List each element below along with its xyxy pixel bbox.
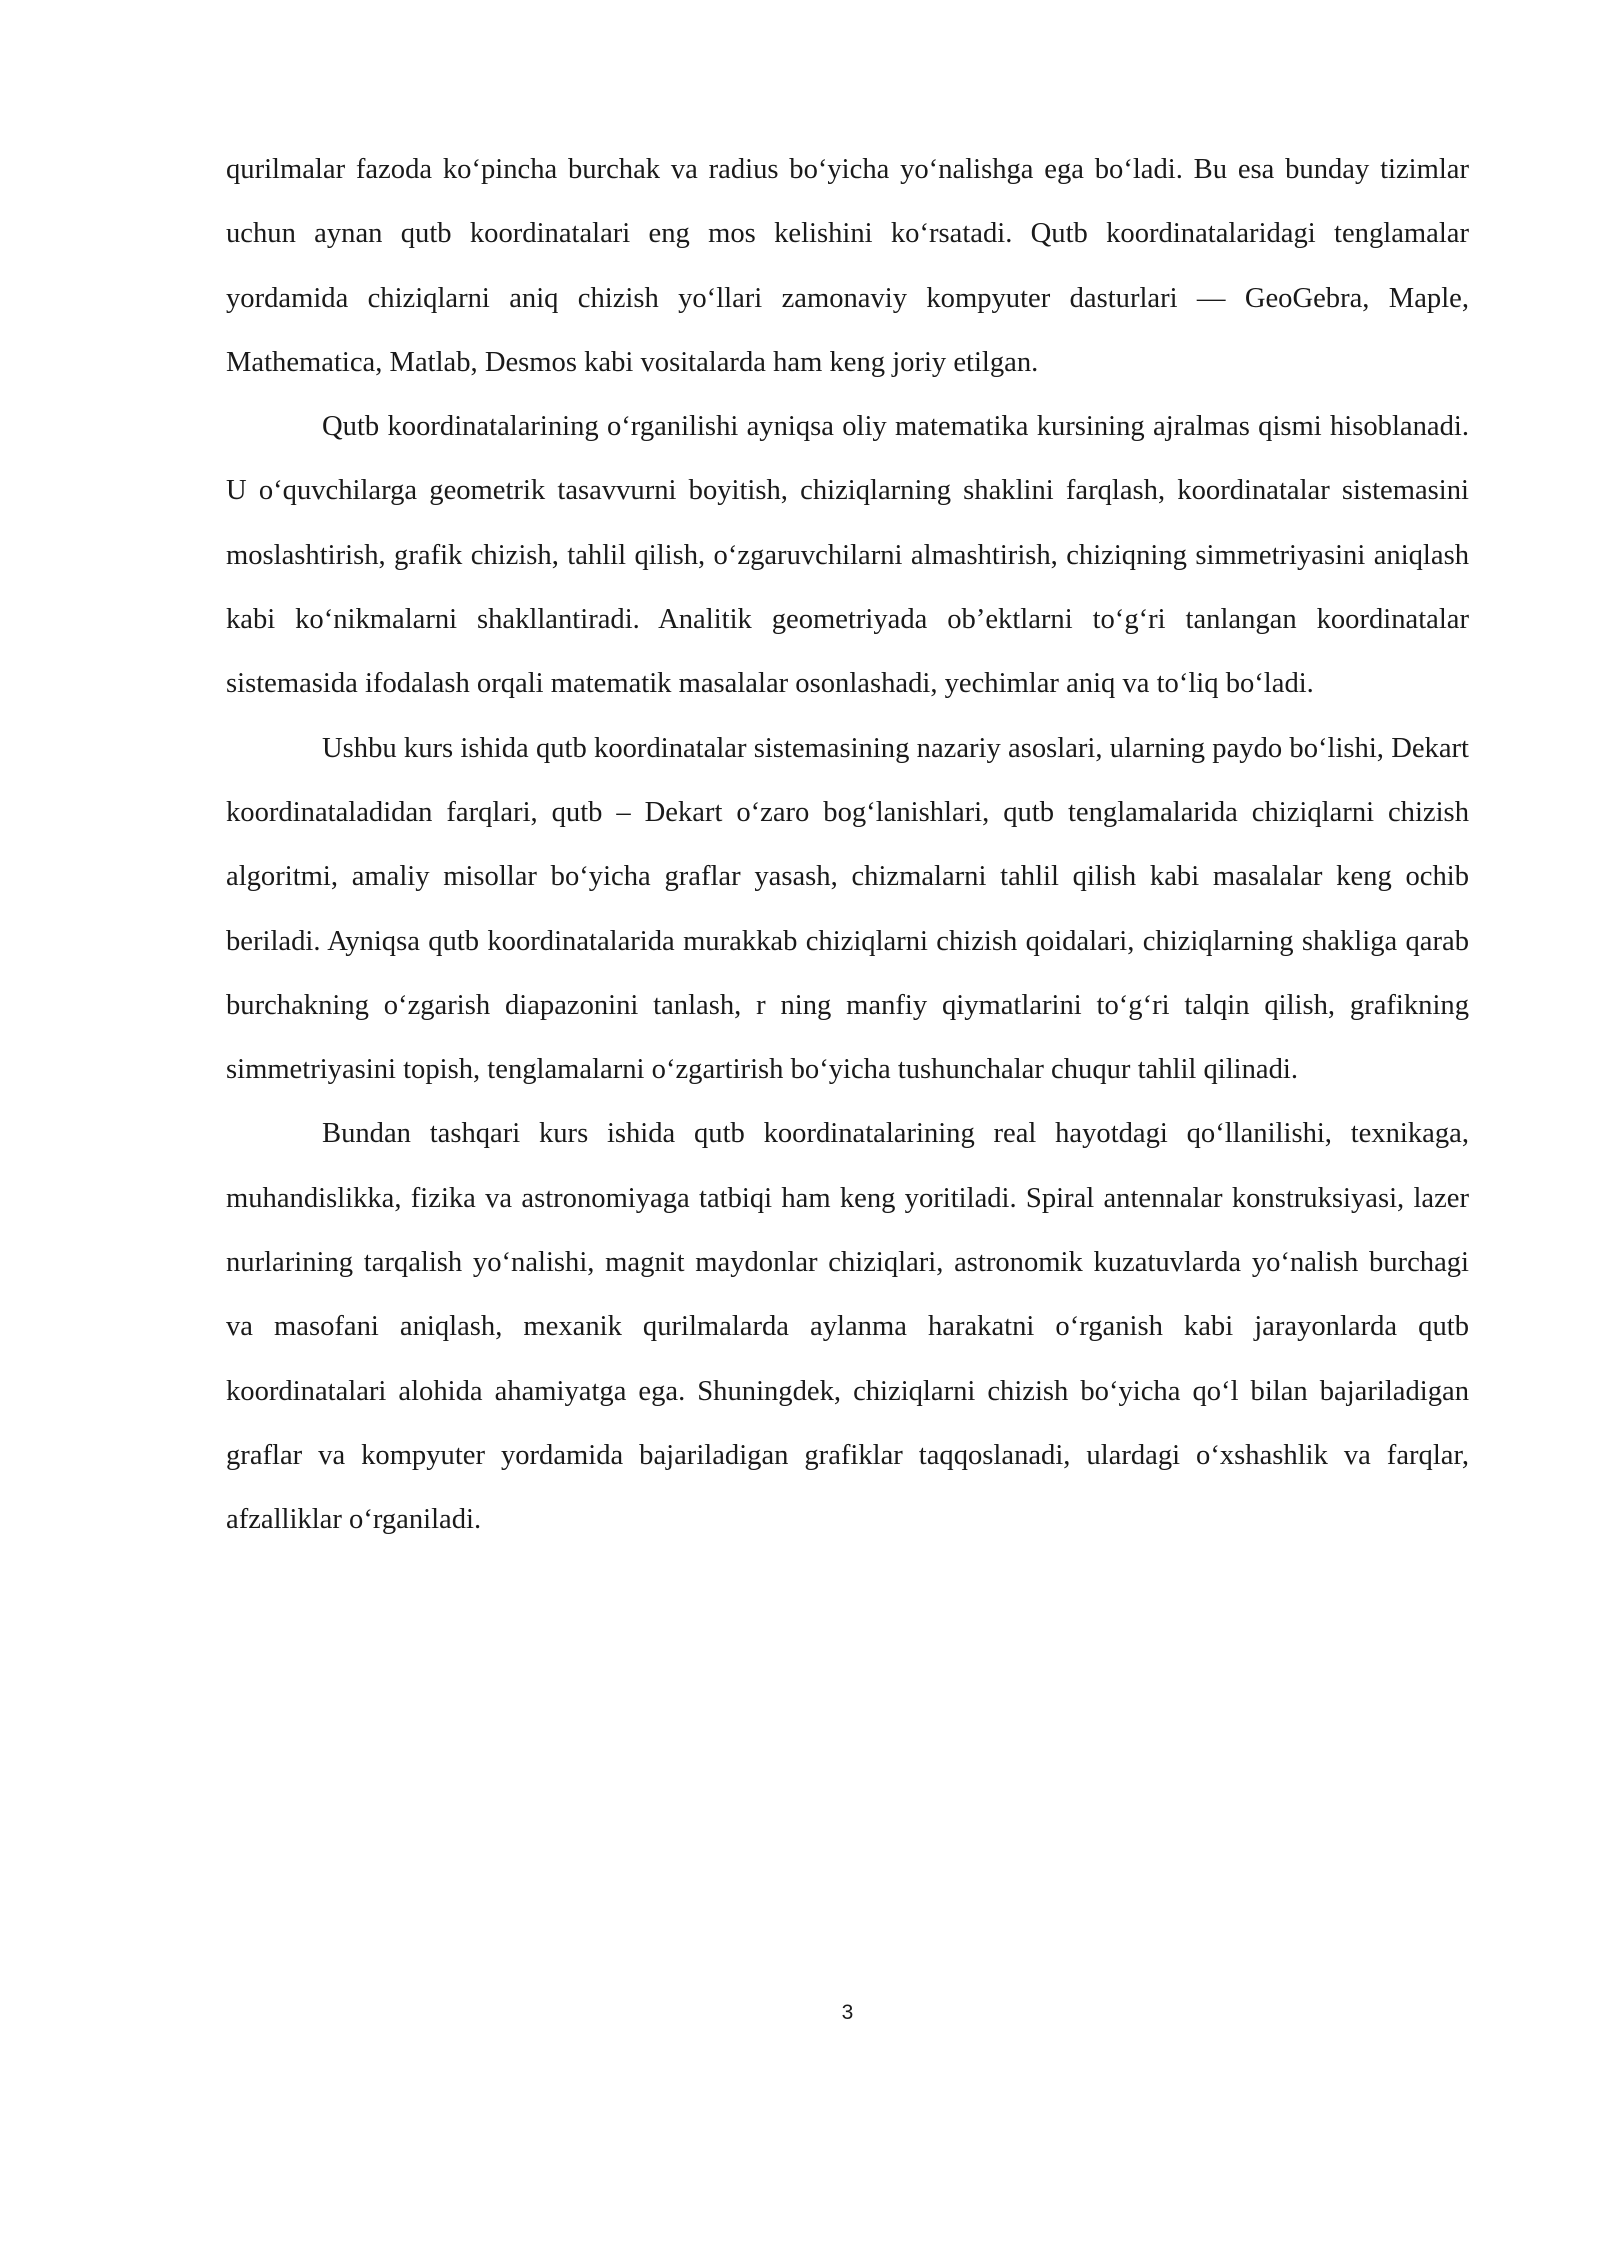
paragraph-1: qurilmalar fazoda ko‘pincha burchak va radius bo‘yicha yo‘nalishga ega bo‘ladi. Bu esa bunday tizimlar uchun aynan qutb koordinatalari eng mos kelishini ko‘rsatadi. Qutb koordinatalaridagi tenglamalar yordamida chiziqlarni aniq chizish yo‘llari zamonaviy kompyuter dasturlari — GeoGebra, Maple, Mathematica, Matlab, Desmos kabi vositalarda ham keng joriy etilgan. (226, 154, 1469, 378)
body-text (226, 138, 1469, 1553)
paragraph-4: Bundan tashqari kurs ishida qutb koordinatalarining real hayotdagi qo‘llanilishi, texnikaga, muhandislikka, fizika va astronomiyaga tatbiqi ham keng yoritiladi. Spiral antennalar konstruksiyasi, lazer nurlarining tarqalish yo‘nalishi, magnit maydonlar chiziqlari, astronomik kuzatuvlarda yo‘nalish burchagi va masofani aniqlash, mexanik qurilmalarda aylanma harakatni o‘rganish kabi jarayonlarda qutb koordinatalari alohida ahamiyatga ega. Shuningdek, chiziqlarni chizish bo‘yicha qo‘l bilan bajariladigan graflar va kompyuter yordamida bajariladigan grafiklar taqqoslanadi, ulardagi o‘xshashlik va farqlar, afzalliklar o‘rganiladi. (226, 1118, 1469, 1536)
page-number: 3 (841, 2001, 854, 2024)
paragraph-3: Ushbu kurs ishida qutb koordinatalar sistemasining nazariy asoslari, ularning paydo bo‘lishi, Dekart koordinataladidan farqlari, qutb – Dekart o‘zaro bog‘lanishlari, qutb tenglamalarida chiziqlarni chizish algoritmi, amaliy misollar bo‘yicha graflar yasash, chizmalarni tahlil qilish kabi masalalar keng ochib beriladi. Ayniqsa qutb koordinatalarida murakkab chiziqlarni chizish qoidalari, chiziqlarning shakliga qarab burchakning o‘zgarish diapazonini tanlash, r ning manfiy qiymatlarini to‘g‘ri talqin qilish, grafikning simmetriyasini topish, tenglamalarni o‘zgartirish bo‘yicha tushunchalar chuqur tahlil qilinadi. (226, 732, 1469, 1086)
paragraph-2: Qutb koordinatalarining o‘rganilishi ayniqsa oliy matematika kursining ajralmas qismi hisoblanadi. U o‘quvchilarga geometrik tasavvurni boyitish, chiziqlarning shaklini farqlash, koordinatalar sistemasini moslashtirish, grafik chizish, tahlil qilish, o‘zgaruvchilarni almashtirish, chiziqning simmetriyasini aniqlash kabi ko‘nikmalarni shakllantiradi. Analitik geometriyada ob’ektlarni to‘g‘ri tanlangan koordinatalar sistemasida ifodalash orqali matematik masalalar osonlashadi, yechimlar aniq va to‘liq bo‘ladi. (226, 411, 1469, 700)
